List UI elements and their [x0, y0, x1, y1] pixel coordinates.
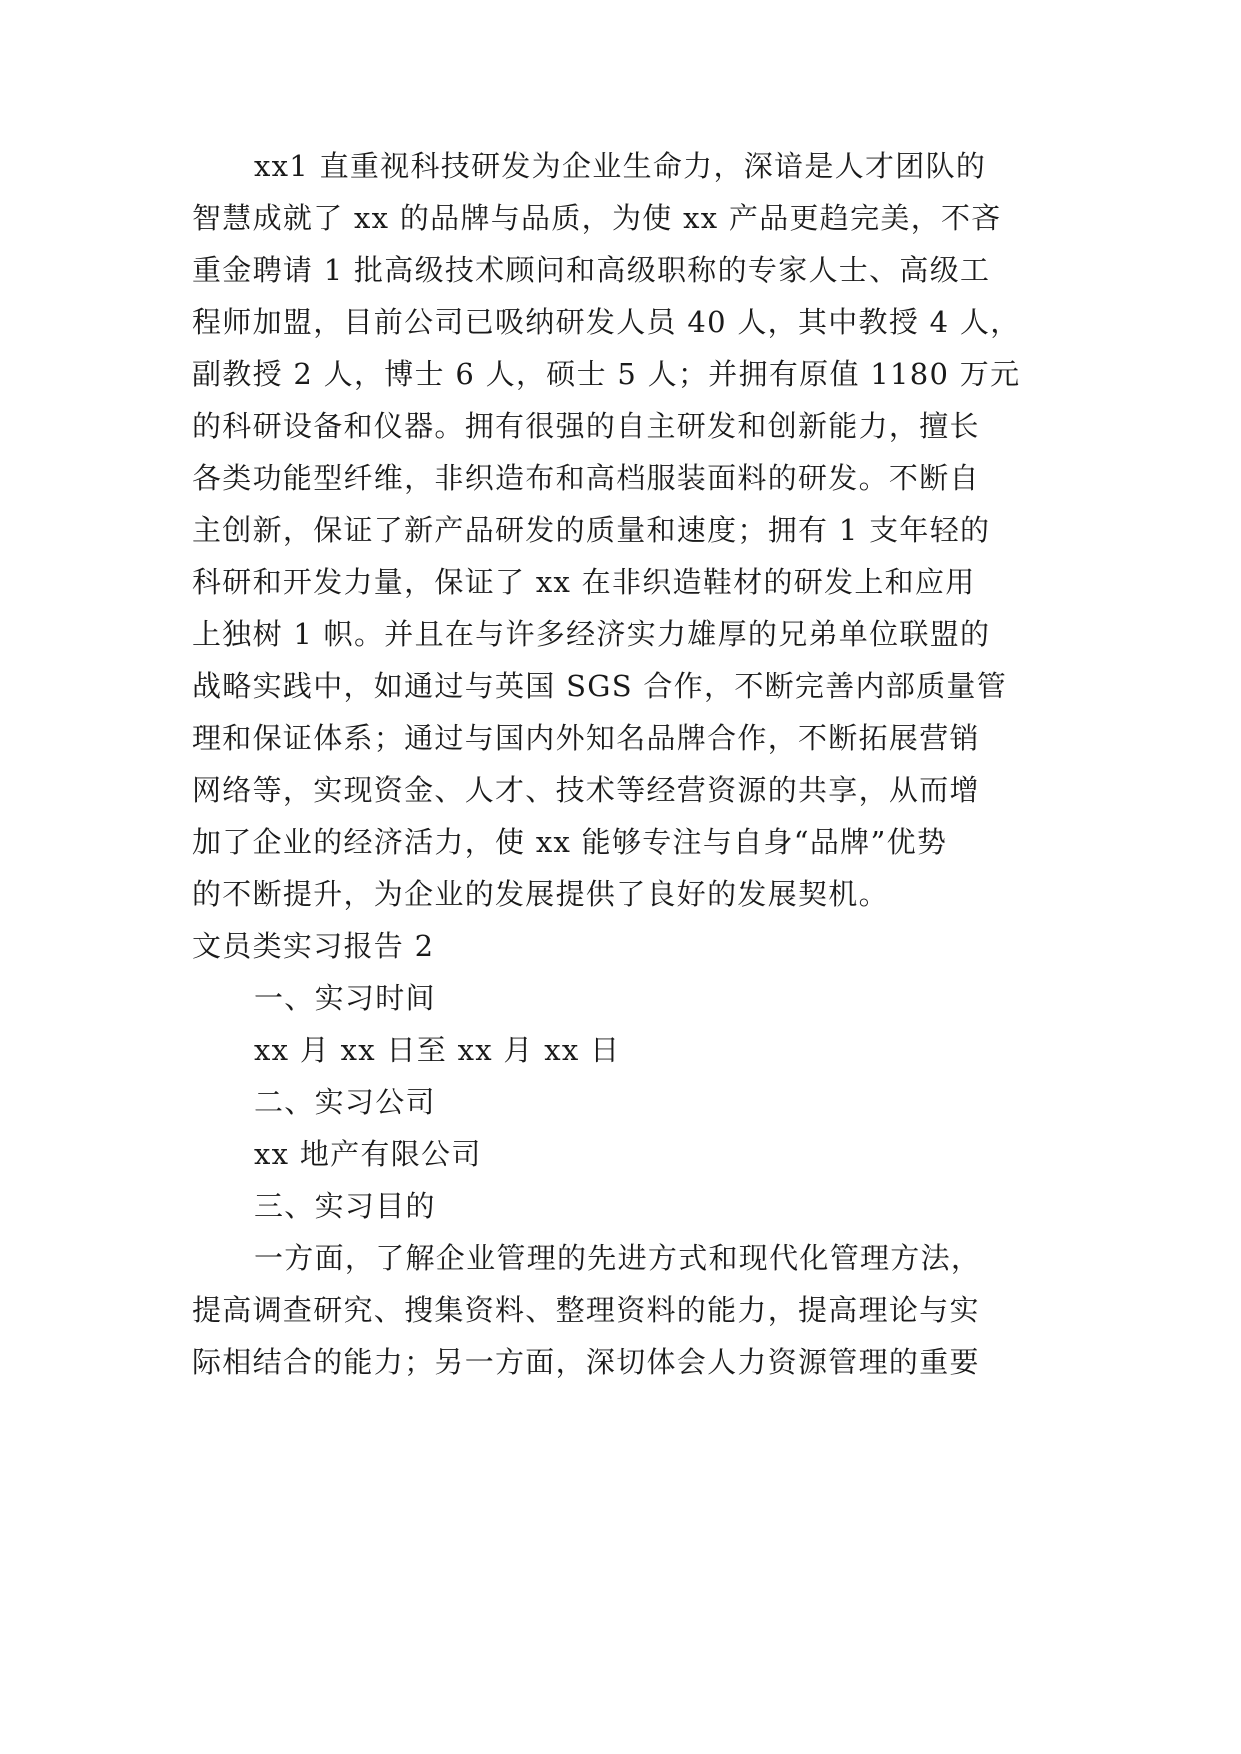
paragraph-1-line: 科研和开发力量，保证了 xx 在非织造鞋材的研发上和应用 — [192, 565, 976, 599]
paragraph-1-line: 网络等，实现资金、人才、技术等经营资源的共享，从而增 — [192, 773, 980, 807]
paragraph-2-line: 一方面，了解企业管理的先进方式和现代化管理方法， — [254, 1241, 982, 1275]
paragraph-1-line: 主创新，保证了新产品研发的质量和速度；拥有 1 支年轻的 — [192, 513, 991, 547]
paragraph-2-line: 提高调查研究、搜集资料、整理资料的能力，提高理论与实 — [192, 1293, 980, 1327]
paragraph-1-line: 战略实践中，如通过与英国 SGS 合作，不断完善内部质量管 — [192, 669, 1008, 703]
paragraph-1-line: 理和保证体系；通过与国内外知名品牌合作，不断拓展营销 — [192, 721, 980, 755]
paragraph-1-line: 的不断提升，为企业的发展提供了良好的发展契机。 — [192, 877, 889, 911]
section-heading-time: 一、实习时间 — [254, 981, 436, 1015]
paragraph-1-line: 重金聘请 1 批高级技术顾问和高级职称的专家人士、高级工 — [192, 253, 991, 287]
paragraph-1-line: 的科研设备和仪器。拥有很强的自主研发和创新能力，擅长 — [192, 409, 980, 443]
paragraph-1-line: xx1 直重视科技研发为企业生命力，深谙是人才团队的 — [254, 149, 987, 183]
paragraph-1-line: 程师加盟，目前公司已吸纳研发人员 40 人，其中教授 4 人， — [192, 305, 1021, 339]
paragraph-1-line: 智慧成就了 xx 的品牌与品质，为使 xx 产品更趋完美，不吝 — [192, 201, 1002, 235]
paragraph-1-line: 副教授 2 人，博士 6 人，硕士 5 人；并拥有原值 1180 万元 — [192, 357, 1021, 391]
paragraph-1-line: 加了企业的经济活力，使 xx 能够专注与自身“品牌”优势 — [192, 825, 948, 859]
paragraph-1-line: 上独树 1 帜。并且在与许多经济实力雄厚的兄弟单位联盟的 — [192, 617, 991, 651]
report-title: 文员类实习报告 2 — [192, 929, 435, 963]
paragraph-1-line: 各类功能型纤维，非织造布和高档服装面料的研发。不断自 — [192, 461, 980, 495]
section-heading-purpose: 三、实习目的 — [254, 1189, 436, 1223]
section-body-time: xx 月 xx 日至 xx 月 xx 日 — [254, 1033, 621, 1067]
section-body-company: xx 地产有限公司 — [254, 1137, 482, 1171]
section-heading-company: 二、实习公司 — [254, 1085, 436, 1119]
paragraph-2-line: 际相结合的能力；另一方面，深切体会人力资源管理的重要 — [192, 1345, 980, 1379]
